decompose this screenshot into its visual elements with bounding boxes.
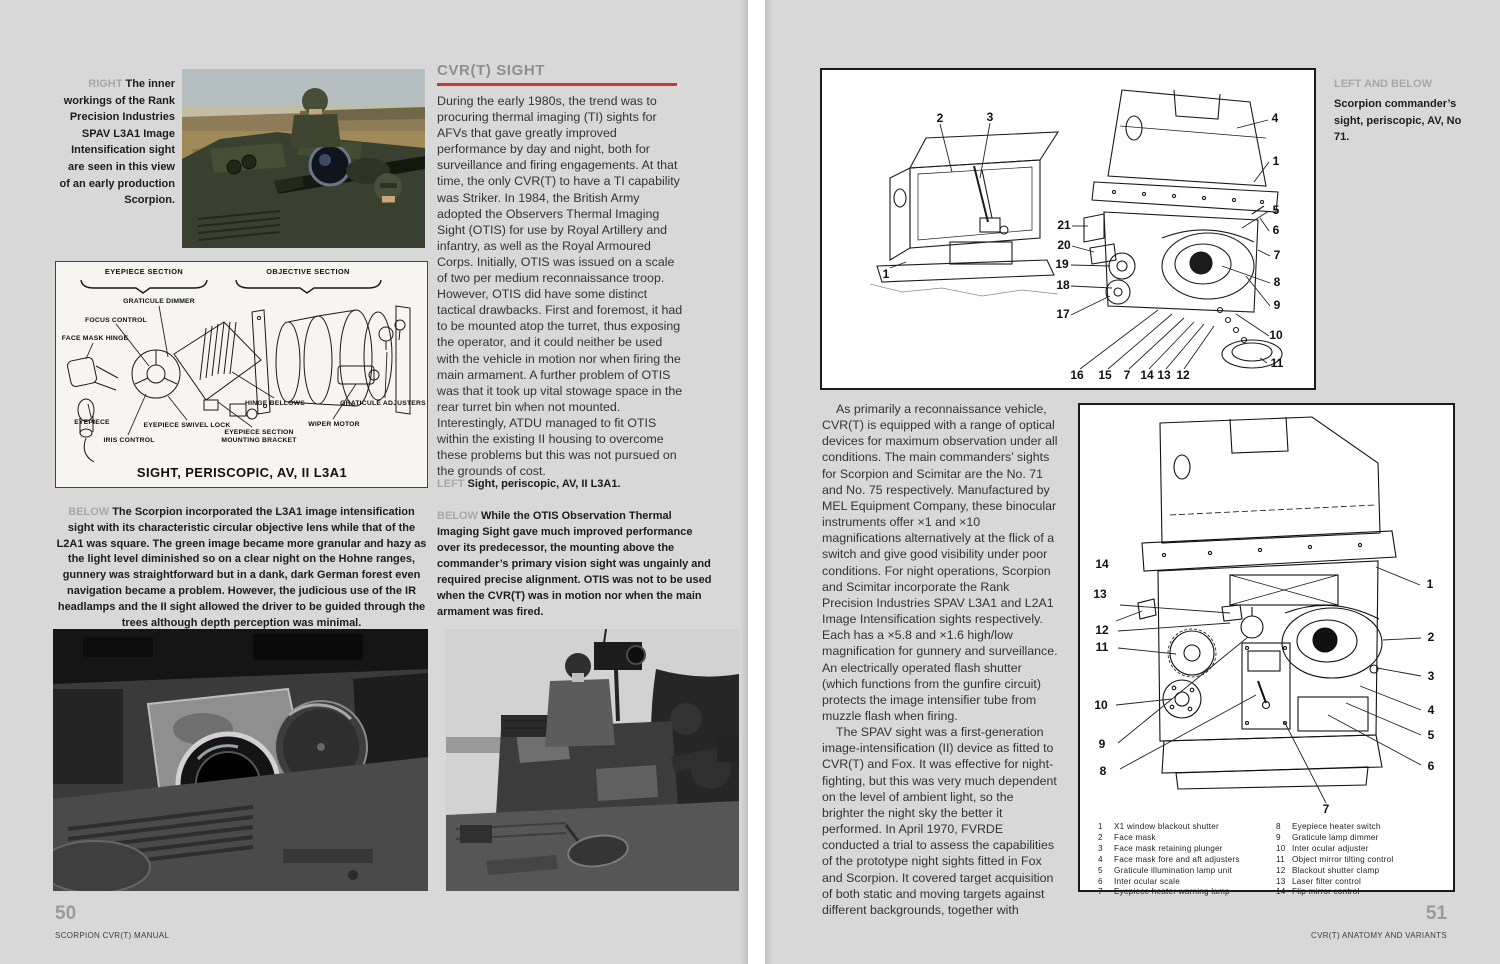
l3a1-sight-photo [53, 629, 428, 891]
legend-item: 3 Face mask retaining plunger [1098, 843, 1223, 853]
legend-item: 12 Blackout shutter clamp [1276, 865, 1380, 875]
scorpion-turret-photo-art [182, 69, 425, 248]
callout-number: 7 [1273, 248, 1281, 262]
caption-text: The Scorpion incorporated the L3A1 image intensification sight with its characteristic circular objective lens while that of the L2A1 was square. The green image became more granular and hazy as the light level diminished so on a clear night on the Hohne ranges, gunnery was straightforward but in a dank, dark German forest even navigation became a problem. However, the judicious use of the IR headlamps and the II sight allowed the driver to be guided through the trees although depth perception was minimal. [56, 506, 427, 629]
caption-tag: LEFT AND BELOW [1334, 78, 1432, 90]
callout-number: 8 [1273, 275, 1281, 289]
diagram-part-label: FACE MASK HINGE [61, 335, 129, 342]
callout-number: 4 [1427, 703, 1435, 717]
callout-number: 14 [1095, 557, 1109, 571]
diagram-part-label: GRATICULE DIMMER [123, 298, 195, 305]
callout-number: 9 [1098, 737, 1106, 751]
legend-item: 14 Flip mirror control [1276, 887, 1360, 897]
callout-number: 16 [1070, 368, 1084, 382]
diagram-title: SIGHT, PERISCOPIC, AV, II L3A1 [136, 465, 348, 480]
callout-number: 11 [1095, 640, 1109, 654]
legend-item: 13 Laser filter control [1276, 876, 1362, 886]
otis-turret-photo-art [446, 629, 739, 891]
page-number-right: 51 [1425, 903, 1447, 924]
callout-number: 1 [1426, 577, 1434, 591]
article-heading: CVR(T) SIGHT [437, 62, 546, 79]
commander-sight-diagram-bottom-art [1080, 405, 1453, 817]
caption-tag: BELOW [68, 506, 110, 518]
callout-number: 11 [1270, 356, 1284, 370]
caption-text: The inner workings of the Rank Precision Industries SPAV L3A1 Image Intensification sight are seen in this view of an early production Scorpion. [59, 78, 175, 207]
photo-caption-right [56, 76, 175, 209]
callout-number: 8 [1099, 764, 1107, 778]
callout-number: 4 [1271, 111, 1279, 125]
diagram-part-label: GRATICULE ADJUSTERS [340, 400, 426, 407]
callout-number: 20 [1057, 238, 1071, 252]
right-page-body [822, 401, 1058, 918]
callout-number: 19 [1055, 257, 1069, 271]
callout-number: 15 [1098, 368, 1112, 382]
diagram-part-label: EYEPIECE SECTION MOUNTING BRACKET [221, 429, 297, 444]
callout-number: 1 [1272, 154, 1280, 168]
page-edge-shadow [740, 0, 748, 964]
callout-number: 7 [1123, 368, 1131, 382]
diagram-part-label: IRIS CONTROL [103, 437, 155, 444]
callout-number: 10 [1269, 328, 1283, 342]
caption-tag: BELOW [437, 510, 478, 522]
diagram-part-label: EYEPIECE [74, 419, 110, 426]
l3a1-sight-photo-art [53, 629, 428, 891]
legend-item: 8 Eyepiece heater switch [1276, 822, 1381, 831]
legend-item: 1 X1 window blackout shutter [1098, 822, 1219, 831]
callout-number: 6 [1272, 223, 1280, 237]
caption-left-diagram [437, 476, 709, 493]
callout-number: 14 [1140, 368, 1154, 382]
callout-number: 3 [986, 110, 994, 124]
below-caption-photos [55, 505, 428, 631]
legend-item: 2 Face mask [1098, 832, 1156, 842]
callout-number: 5 [1427, 728, 1435, 742]
footer-left: SCORPION CVR(T) MANUAL [55, 931, 170, 940]
callout-number: 1 [882, 267, 890, 281]
body-paragraph: As primarily a reconnaissance vehicle, CVR(T) is equipped with a range of optical devices for maximum observation under all conditions. The main commanders’ sights for Scorpion and Scimitar are the No. 71 and No. 75 respectively. Manufactured by MEL Equipment Company, these binocular instruments offer ×1 and ×10 magnifications alternatively at the flick of a switch and give good visibility under poor conditions. For night operations, Scorpion and Scimitar incorporate the Rank Precision Industries SPAV L3A1 and L2A1 Image Intensification sights respectively. Each has a ×5.8 and ×1.6 high/low magnification for gunnery and surveillance. An electrically operated flash shutter (which functions from the gunfire circuit) protects the image intensifier tube from muzzle flash when firing. [822, 402, 1058, 723]
diagram-legend-col2 [1276, 822, 1446, 898]
callout-number: 13 [1157, 368, 1171, 382]
caption-commander-sight [1334, 76, 1462, 146]
footer-right: CVR(T) ANATOMY AND VARIANTS [1311, 931, 1447, 940]
callout-number: 6 [1427, 759, 1435, 773]
commander-sight-diagram-bottom [1078, 403, 1455, 897]
body-paragraph: The SPAV sight was a first-generation image-intensification (II) device as fitted to CVR(T) and Fox. It was effective for night-fighting, but this was very much dependent on the level of ambient light, so the brighter the night sky the better it performed. In April 1970, FVRDE conducted a trial to assess the capabilities of the prototype night sights fitted in Fox and Scorpion. It covered target acquisition of both static and moving targets against different backgrounds, together with [822, 725, 1057, 917]
legend-item: 10 Inter ocular adjuster [1276, 843, 1369, 853]
otis-turret-photo [446, 629, 739, 891]
diagram-part-label: FOCUS CONTROL [85, 317, 147, 324]
scorpion-turret-photo [182, 69, 425, 248]
legend-item: 5 Graticule illumination lamp unit [1098, 865, 1232, 875]
caption-text: While the OTIS Observation Thermal Imaging Sight gave much improved performance over its predecessor, the mounting above the commander’s primary vision sight was ungainly and required precise alignment. OTIS was not to be used when the CVR(T) was in motion nor when the main armament was fired. [437, 510, 712, 618]
periscope-diagram-art [56, 262, 427, 487]
legend-item: 6 Inter ocular scale [1098, 876, 1180, 886]
callout-number: 9 [1273, 298, 1281, 312]
caption-text: Scorpion commander’s sight, periscopic, AV, No 71. [1334, 97, 1462, 144]
callout-number: 21 [1057, 218, 1071, 232]
diagram-section-label: EYEPIECE SECTION [104, 267, 184, 276]
callout-number: 5 [1272, 203, 1280, 217]
legend-item: 11 Object mirror tilting control [1276, 854, 1394, 864]
legend-item: 4 Face mask fore and aft adjusters [1098, 854, 1240, 864]
callout-number: 7 [1322, 802, 1330, 816]
caption-text: Sight, periscopic, AV, II L3A1. [467, 478, 621, 490]
callout-number: 2 [1427, 630, 1435, 644]
callout-number: 12 [1176, 368, 1190, 382]
book-gutter [748, 0, 765, 964]
heading-rule [437, 83, 677, 86]
diagram-section-label: OBJECTIVE SECTION [266, 267, 350, 276]
callout-number: 3 [1427, 669, 1435, 683]
caption-tag: LEFT [437, 478, 465, 490]
diagram-part-label: EYEPIECE SWIVEL LOCK [143, 422, 231, 429]
callout-number: 18 [1056, 278, 1070, 292]
article-paragraph: During the early 1980s, the trend was to procuring thermal imaging (TI) sights for AFVs that gave greatly improved performance by day and night, both for surveillance and firing engagements. At that time, the only CVR(T) to have a TI capability was Striker. In 1984, the British Army adopted the Observers Thermal Imaging Sight (OTIS) for use by Royal Artillery and infantry, as well as the Royal Armoured Corps. Initially, OTIS was issued on a scale of two per medium reconnaissance troop. However, OTIS did have some distinct tactical drawbacks. First and foremost, it had to be mounted atop the turret, thus exposing the operator, and it could neither be used with the vehicle in motion nor when firing the main armament. A further problem of OTIS was that it took up vital stowage space in the rear turret bin when not mounted. Interestingly, ATDU managed to fit OTIS within the existing II housing to overcome these problems but this was not pursued on the grounds of cost. [437, 94, 683, 479]
page-edge-shadow [765, 0, 773, 964]
legend-item: 7 Eyepiece heater warning lamp [1098, 887, 1230, 897]
caption-tag: RIGHT [88, 78, 123, 90]
callout-number: 13 [1093, 587, 1107, 601]
article-body [437, 93, 684, 479]
commander-sight-diagram-top [820, 68, 1316, 390]
periscope-diagram [55, 261, 428, 488]
callout-number: 12 [1095, 623, 1109, 637]
diagram-legend-col1 [1098, 822, 1263, 898]
callout-number: 2 [936, 111, 944, 125]
diagram-part-label: HINGE BELLOWS [245, 400, 305, 407]
diagram-part-label: WIPER MOTOR [308, 421, 360, 428]
callout-number: 17 [1056, 307, 1070, 321]
page-number-left: 50 [55, 903, 77, 924]
callout-number: 10 [1094, 698, 1108, 712]
legend-item: 9 Graticule lamp dimmer [1276, 832, 1379, 842]
caption-below-otis [437, 508, 713, 620]
